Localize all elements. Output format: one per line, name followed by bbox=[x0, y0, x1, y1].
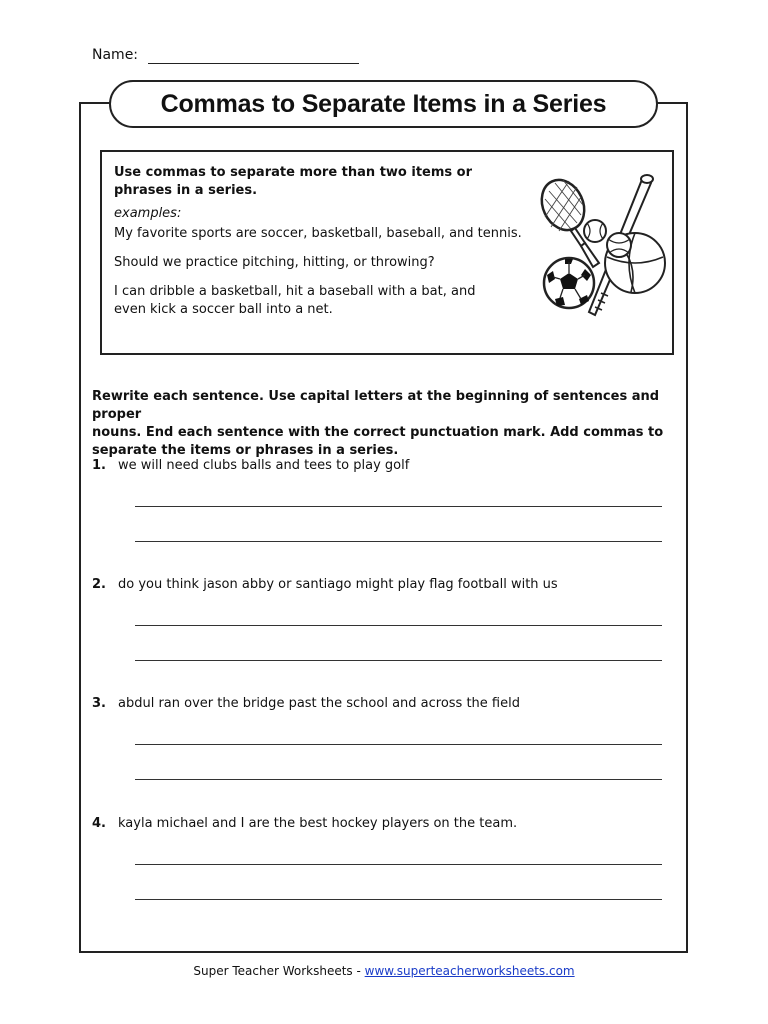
page-title: Commas to Separate Items in a Series bbox=[160, 89, 607, 118]
question-text: we will need clubs balls and tees to play golf bbox=[118, 458, 410, 473]
name-blank-line bbox=[148, 63, 359, 64]
answer-line[interactable] bbox=[135, 625, 662, 626]
baseball-icon bbox=[584, 220, 606, 242]
answer-line[interactable] bbox=[135, 864, 662, 865]
instructions-line-3: separate the items or phrases in a series. bbox=[92, 443, 399, 458]
answer-line[interactable] bbox=[135, 506, 662, 507]
tennis-racket-icon bbox=[535, 173, 599, 267]
example-2: Should we practice pitching, hitting, or throwing? bbox=[114, 255, 435, 270]
sports-equipment-illustration bbox=[535, 165, 670, 330]
rule-line-1: Use commas to separate more than two items or bbox=[114, 165, 473, 180]
question-number: 4. bbox=[92, 816, 106, 831]
question-text: abdul ran over the bridge past the school and across the field bbox=[118, 696, 520, 711]
question-number: 2. bbox=[92, 577, 106, 592]
example-1: My favorite sports are soccer, basketball, baseball, and tennis. bbox=[114, 226, 522, 241]
question-1 bbox=[92, 458, 409, 473]
answer-line[interactable] bbox=[135, 779, 662, 780]
footer-brand: Super Teacher Worksheets - bbox=[193, 964, 365, 978]
soccer-ball-icon bbox=[544, 258, 594, 308]
instructions-line-1: Rewrite each sentence. Use capital letters at the beginning of sentences and proper bbox=[92, 389, 660, 422]
examples-label: examples: bbox=[114, 206, 182, 221]
question-2 bbox=[92, 577, 558, 592]
footer bbox=[0, 964, 768, 978]
question-text: do you think jason abby or santiago might play flag football with us bbox=[118, 577, 558, 592]
rule-line-2: phrases in a series. bbox=[114, 183, 258, 198]
instructions-line-2: nouns. End each sentence with the correct punctuation mark. Add commas to bbox=[92, 425, 664, 440]
footer-link[interactable]: www.superteacherworksheets.com bbox=[364, 964, 575, 978]
question-4 bbox=[92, 816, 517, 831]
name-label: Name: bbox=[92, 47, 139, 63]
answer-line[interactable] bbox=[135, 899, 662, 900]
question-number: 1. bbox=[92, 458, 106, 473]
instructions bbox=[92, 388, 672, 460]
answer-line[interactable] bbox=[135, 541, 662, 542]
question-number: 3. bbox=[92, 696, 106, 711]
example-3-line-2: even kick a soccer ball into a net. bbox=[114, 302, 333, 317]
question-text: kayla michael and I are the best hockey players on the team. bbox=[118, 816, 518, 831]
answer-line[interactable] bbox=[135, 660, 662, 661]
example-3-line-1: I can dribble a basketball, hit a baseball with a bat, and bbox=[114, 284, 476, 299]
answer-line[interactable] bbox=[135, 744, 662, 745]
title-banner bbox=[109, 80, 658, 128]
rule-text bbox=[114, 164, 534, 319]
question-3 bbox=[92, 696, 520, 711]
tennis-ball-icon bbox=[607, 233, 631, 257]
